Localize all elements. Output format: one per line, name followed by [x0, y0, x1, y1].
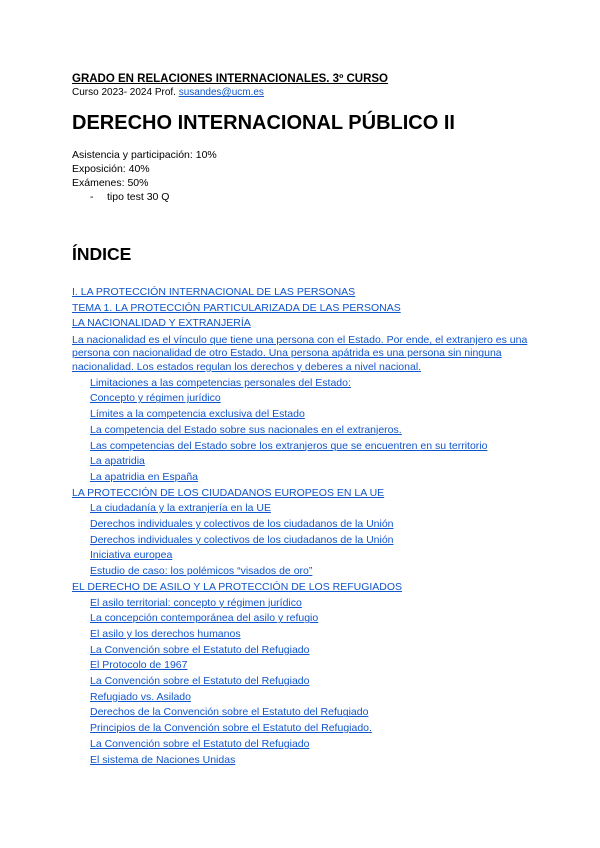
toc-link[interactable]: Concepto y régimen jurídico — [90, 392, 221, 405]
bullet-dash: - — [90, 191, 94, 203]
grading-list — [72, 148, 532, 204]
document-page — [72, 72, 532, 768]
toc-link[interactable]: Límites a la competencia exclusiva del Estado — [90, 408, 305, 421]
toc-link[interactable]: La Convención sobre el Estatuto del Refugiado — [90, 737, 310, 750]
professor-email-link[interactable]: susandes@ucm.es — [178, 87, 264, 98]
toc-link[interactable]: El asilo territorial: concepto y régimen jurídico — [90, 596, 302, 609]
toc-link[interactable]: Principios de la Convención sobre el Estatuto del Refugiado. — [90, 722, 372, 735]
grading-item: Exposición: 40% — [72, 163, 150, 175]
toc-link[interactable]: La nacionalidad es el vínculo que tiene una persona con el Estado. Por ende, el extranjero es una persona con nacionalidad de otro Estado. Una persona apátrida es una persona sin ninguna nacionalidad. Los estados regulan los derechos y deberes a nivel nacional. — [72, 334, 528, 373]
toc-link[interactable]: El sistema de Naciones Unidas — [90, 753, 236, 766]
course-prefix: Curso 2023- 2024 Prof. — [72, 87, 179, 98]
toc-link[interactable]: El Protocolo de 1967 — [90, 659, 188, 672]
course-line — [72, 86, 532, 99]
toc-link[interactable]: I. LA PROTECCIÓN INTERNACIONAL DE LAS PERSONAS — [72, 286, 356, 298]
toc-link[interactable]: Limitaciones a las competencias personales del Estado: — [90, 376, 351, 389]
grading-item: Asistencia y participación: 10% — [72, 149, 217, 161]
toc-link[interactable]: Las competencias del Estado sobre los extranjeros que se encuentren en su territorio — [90, 439, 488, 452]
toc-link[interactable]: La Convención sobre el Estatuto del Refugiado — [90, 643, 310, 656]
document-title: DERECHO INTERNACIONAL PÚBLICO II — [72, 112, 455, 134]
toc-link[interactable]: EL DERECHO DE ASILO Y LA PROTECCIÓN DE LOS REFUGIADOS — [72, 580, 403, 593]
toc-link[interactable]: Derechos individuales y colectivos de los ciudadanos de la Unión — [90, 533, 394, 546]
toc-link[interactable]: Derechos de la Convención sobre el Estatuto del Refugiado — [90, 706, 369, 719]
toc-link[interactable]: Refugiado vs. Asilado — [90, 690, 191, 703]
degree-header: GRADO EN RELACIONES INTERNACIONALES. 3º CURSO — [72, 73, 389, 85]
toc-link[interactable]: La apatridia — [90, 455, 145, 468]
grading-item: Exámenes: 50% — [72, 177, 149, 189]
toc-link[interactable]: La apatridia en España — [90, 470, 198, 483]
toc-link[interactable]: La ciudadanía y la extranjería en la UE — [90, 502, 271, 515]
grading-subitem-text: tipo test 30 Q — [107, 191, 170, 203]
toc-link[interactable]: LA NACIONALIDAD Y EXTRANJERÍA — [72, 317, 251, 330]
table-of-contents — [72, 285, 532, 768]
toc-link[interactable]: El asilo y los derechos humanos — [90, 627, 241, 640]
toc-link[interactable]: Estudio de caso: los polémicos “visados de oro” — [90, 565, 313, 578]
grading-subitem — [72, 190, 532, 204]
toc-link[interactable]: La Convención sobre el Estatuto del Refugiado — [90, 675, 310, 688]
toc-link[interactable]: Derechos individuales y colectivos de los ciudadanos de la Unión — [90, 518, 394, 531]
toc-link[interactable]: LA PROTECCIÓN DE LOS CIUDADANOS EUROPEOS EN LA UE — [72, 486, 385, 499]
index-heading: ÍNDICE — [72, 244, 132, 264]
toc-link[interactable]: TEMA 1. LA PROTECCIÓN PARTICULARIZADA DE LAS PERSONAS — [72, 301, 401, 314]
toc-link[interactable]: Iniciativa europea — [90, 549, 173, 562]
toc-link[interactable]: La concepción contemporánea del asilo y refugio — [90, 612, 319, 625]
toc-link[interactable]: La competencia del Estado sobre sus nacionales en el extranjeros. — [90, 423, 402, 436]
